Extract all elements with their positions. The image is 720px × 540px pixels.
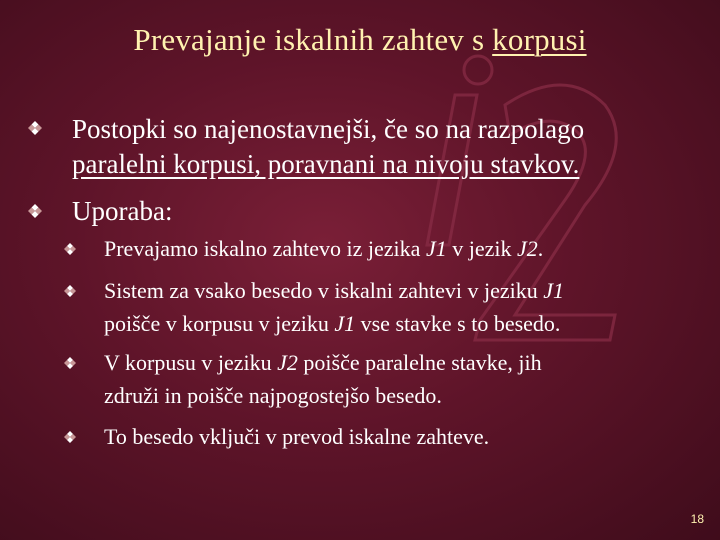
diamond-bullet-icon — [28, 121, 42, 135]
subbullet-2-line1: Sistem za vsako besedo v iskalni zahtevi v jeziku J1 — [104, 278, 565, 303]
diamond-bullet-icon — [28, 204, 42, 218]
bullet-2-line1: Uporaba: — [72, 196, 173, 226]
subbullet-3-line2: združi in poišče najpogostejšo besedo. — [104, 383, 442, 408]
diamond-bullet-icon — [64, 285, 76, 297]
slide-title: Prevajanje iskalnih zahtev s korpusi — [133, 22, 587, 57]
subbullet-1: Prevajamo iskalno zahtevo iz jezika J1 v jezik J2. — [104, 236, 544, 261]
subbullet-2-line2: poišče v korpusu v jeziku J1 vse stavke s to besedo. — [104, 311, 561, 336]
bullet-1-line1: Postopki so najenostavnejši, če so na razpolago — [72, 114, 585, 144]
diamond-bullet-icon — [64, 243, 76, 255]
diamond-bullet-icon — [64, 431, 76, 443]
subbullet-3-line1: V korpusu v jeziku J2 poišče paralelne stavke, jih — [104, 350, 542, 375]
bullet-1-line2: paralelni korpusi, poravnani na nivoju stavkov. — [72, 149, 580, 179]
subbullet-4: To besedo vključi v prevod iskalne zahteve. — [104, 424, 490, 449]
slide-number: 18 — [690, 512, 704, 526]
diamond-bullet-icon — [64, 357, 76, 369]
